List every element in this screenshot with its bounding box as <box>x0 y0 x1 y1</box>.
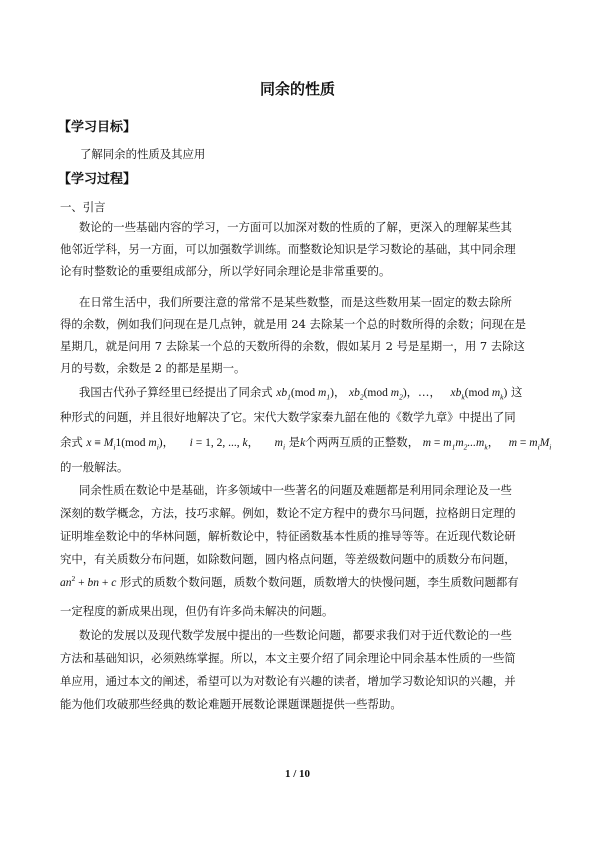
goals-text: 了解同余的性质及其应用 <box>80 147 206 161</box>
para3-line1-end: 这 <box>510 385 523 399</box>
para2-line1: 在日常生活中，我们所要注意的常常不是某些数整，而是这些数用某一固定的数去除所 <box>79 295 512 309</box>
para2-line2: 得的余数，例如我们问现在是几点钟，就是用 24 去除某一个总的时数所得的余数；问现在是 <box>60 317 526 331</box>
page-title: 同余的性质 <box>259 80 335 98</box>
k-symbol: k <box>300 437 306 449</box>
para4-line2: 深刻的数学概念，方法，技巧求解。例如，数论不定方程中的费尔马问题，拉格朗日定理的 <box>60 506 516 520</box>
para4-line4: 究中，有关质数分布问题，如除数问题，圆内格点问题，等差级数问题中的质数分布问题， <box>60 552 516 566</box>
goals-heading: 【学习目标】 <box>58 120 137 135</box>
modulus-symbol: $m_i$ <box>274 437 286 452</box>
para4-line5-text: 形式的质数个数问题，质数个数问题，质数增大的快慢问题，李生质数问题都有 <box>119 575 519 589</box>
para3-line2: 种形式的问题，并且很好地解决了它。宋代大数学家秦九韶在他的《数学九章》中提出了同 <box>60 410 516 424</box>
para2-line3: 星期几，就是问用 7 去除某一个总的天数所得的余数，假如某月 2 号是星期一，用 7 去除这 <box>60 339 525 353</box>
para3-ellipsis: ，…， <box>406 385 441 399</box>
quadratic-formula: $an^2$ + bn + c <box>60 574 117 589</box>
para3-sep: ， <box>333 385 346 399</box>
para3-line1-text: 我国古代孙子算经里已经提出了同余式 <box>79 385 273 399</box>
para5-line1: 数论的发展以及现代数学发展中提出的一些数论问题，都要求我们对于近代数论的一些 <box>79 628 512 642</box>
intro-subheading: 一、引言 <box>60 200 106 214</box>
para3-coprime-text: 个两两互质的正整数， <box>305 435 420 449</box>
para3-line1 <box>79 387 522 400</box>
para3-is: 是 <box>288 435 301 449</box>
para5-line4: 能为他们攻破那些经典的数论难题开展数论课题课题提供一些帮助。 <box>60 697 402 711</box>
product-formula: $m = m_1m_2...m_k$ <box>422 437 488 452</box>
para3-line3 <box>60 437 551 450</box>
m-equals-formula: $m = m_iM_i$ <box>508 437 552 452</box>
para3-comma-1: ， <box>162 435 175 449</box>
congruence-formula-1: $xb_1(mod$ $m_1$) <box>276 387 334 402</box>
para1-line3: 论有时整数论的重要组成部分，所以学好同余理论是非常重要的。 <box>60 264 391 278</box>
para1-line2: 他邻近学科，另一方面，可以加强数学训练。而整数论知识是学习数论的基础，其中同余理 <box>60 242 516 256</box>
para2-line4: 月的号数，余数是 2 的都是星期一。 <box>60 361 246 375</box>
para4-line5 <box>60 574 519 590</box>
congruence-system-formula: $x \equiv M_i1(mod$ $m_i$) <box>86 437 163 452</box>
congruence-formula-k: $xb_k(mod$ $m_k$) <box>450 387 508 402</box>
para4-line3: 证明堆垒数论中的华林问题，解析数论中，特征函数基本性质的推导等等。在近现代数论研 <box>60 529 516 543</box>
para3-comma-3: ， <box>487 435 500 449</box>
para3-line4: 的一般解法。 <box>60 460 129 474</box>
index-range-formula: i = 1, 2, ..., k <box>189 437 248 449</box>
page-number: 1 / 10 <box>284 768 311 780</box>
para5-line2: 方法和基础知识，必须熟练掌握。所以，本文主要介绍了同余理论中同余基本性质的一些简 <box>60 651 516 665</box>
congruence-formula-2: $xb_2(mod$ $m_2$) <box>348 387 407 402</box>
para3-comma-2: ， <box>247 435 259 449</box>
para1-line1: 数论的一些基础内容的学习，一方面可以加深对数的性质的了解，更深入的理解某些其 <box>79 220 512 234</box>
para4-line1: 同余性质在数论中是基础，许多领域中一些著名的问题及难题都是利用同余理论及一些 <box>79 483 512 497</box>
process-heading: 【学习过程】 <box>58 172 137 187</box>
para3-line3-start: 余式 <box>60 435 83 449</box>
para4-line6: 一定程度的新成果出现，但仍有许多尚未解决的问题。 <box>60 604 334 618</box>
para5-line3: 单应用，通过本文的阐述，希望可以为对数论有兴趣的读者，增加学习数论知识的兴趣，并 <box>60 674 516 688</box>
